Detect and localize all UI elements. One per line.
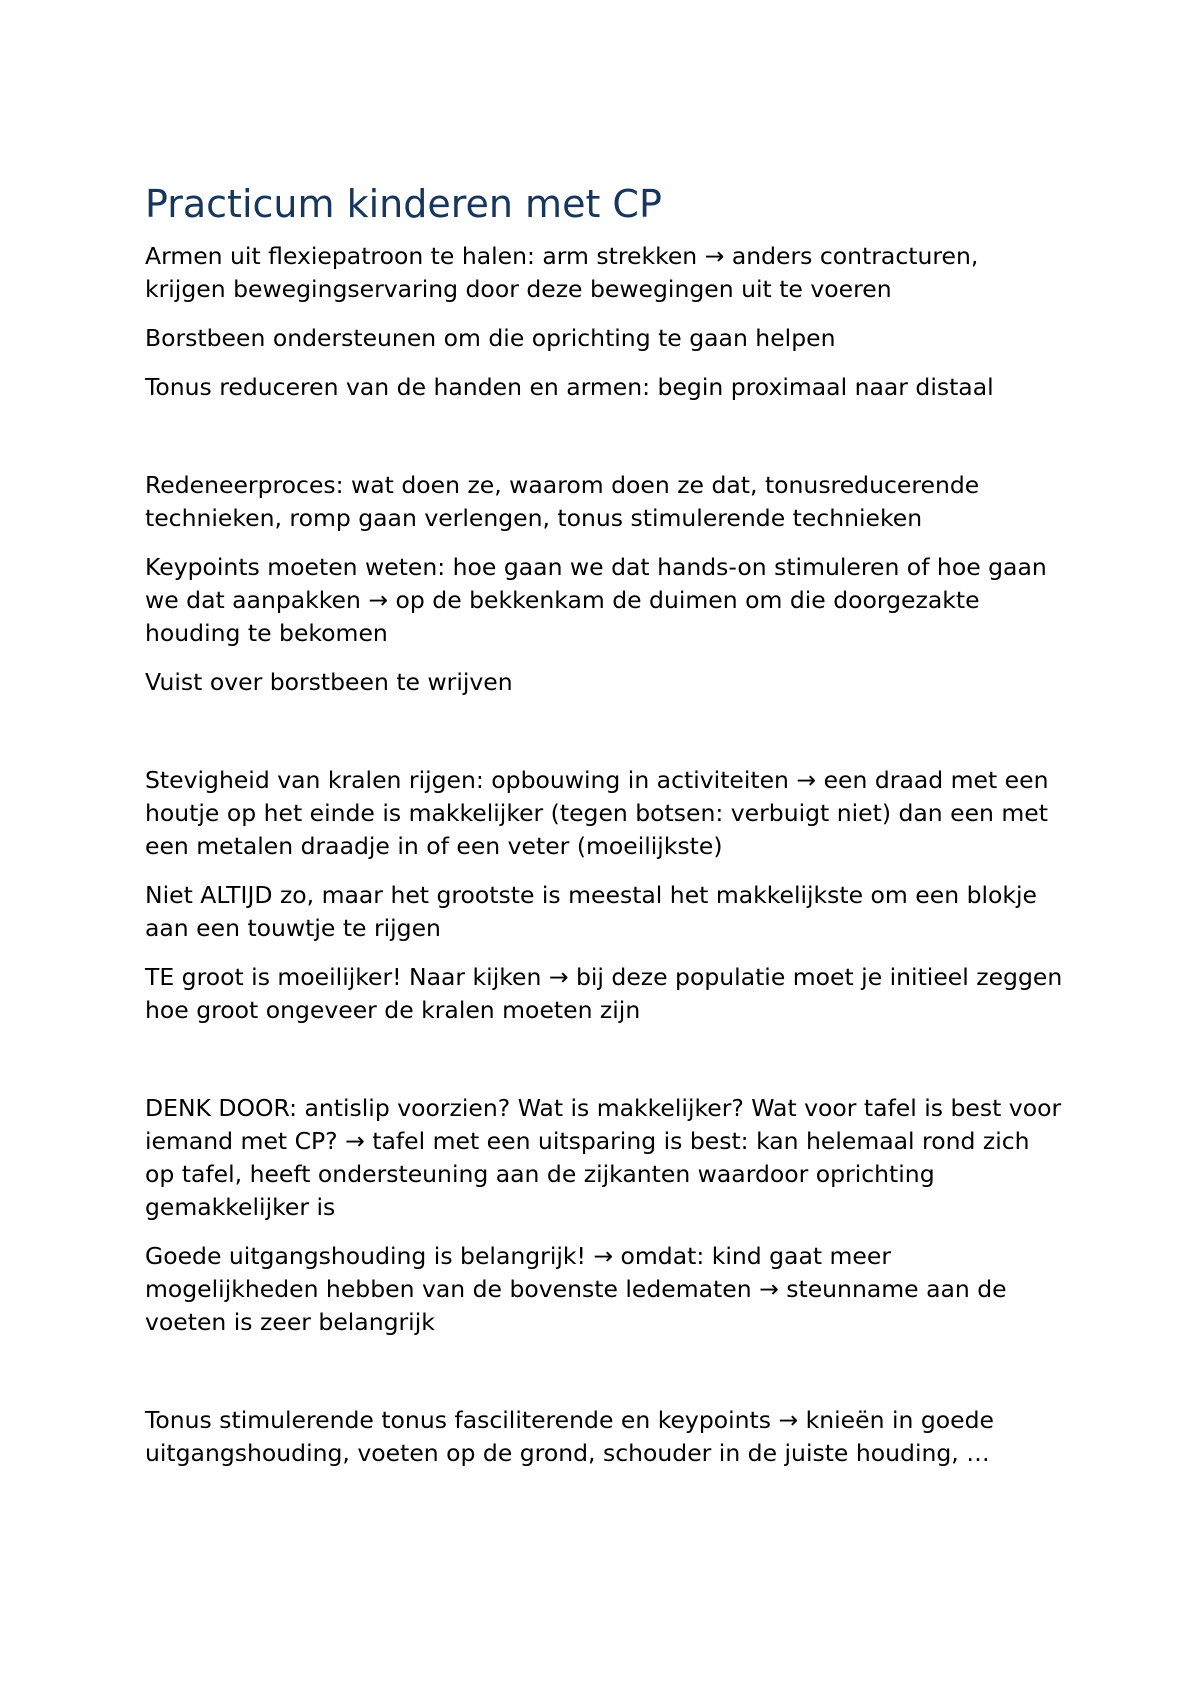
paragraph-redeneerproces: Redeneerproces: wat doen ze, waarom doen ze dat, tonusreducerende technieken, romp gaan verlengen, tonus stimulerende technieken bbox=[145, 471, 987, 532]
empty-paragraph bbox=[145, 1043, 1065, 1092]
paragraph-uitgangshouding: Goede uitgangshouding is belangrijk! → omdat: kind gaat meer mogelijkheden hebben van de bovenste ledematen → steunname aan de voeten is zeer belangrijk bbox=[145, 1242, 1015, 1336]
paragraph-borstbeen: Borstbeen ondersteunen om die oprichting te gaan helpen bbox=[145, 324, 836, 352]
empty-paragraph bbox=[145, 715, 1065, 764]
paragraph-denk-door: DENK DOOR: antislip voorzien? Wat is makkelijker? Wat voor tafel is best voor iemand met CP? → tafel met een uitsparing is best: kan helemaal rond zich op tafel, heeft ondersteuning aan de zijkanten waardoor oprichting gemakkelijker is bbox=[145, 1094, 1069, 1221]
empty-paragraph bbox=[145, 420, 1065, 469]
paragraph-vuist: Vuist over borstbeen te wrijven bbox=[145, 668, 513, 696]
empty-paragraph bbox=[145, 1355, 1065, 1404]
paragraph-keypoints: Keypoints moeten weten: hoe gaan we dat hands-on stimuleren of hoe gaan we dat aanpakken → op de bekkenkam de duimen om die doorgezakte houding te bekomen bbox=[145, 553, 1055, 647]
paragraph-armen: Armen uit flexiepatroon te halen: arm strekken → anders contracturen, krijgen bewegingservaring door deze bewegingen uit te voeren bbox=[145, 242, 986, 303]
document-title: Practicum kinderen met CP bbox=[145, 182, 662, 226]
paragraph-tonus-stimulerende: Tonus stimulerende tonus fasciliterende en keypoints → knieën in goede uitgangshouding, voeten op de grond, schouder in de juiste houding, … bbox=[145, 1406, 1002, 1467]
paragraph-te-groot: TE groot is moeilijker! Naar kijken → bij deze populatie moet je initieel zeggen hoe groot ongeveer de kralen moeten zijn bbox=[145, 963, 1070, 1024]
paragraph-niet-altijd: Niet ALTIJD zo, maar het grootste is meestal het makkelijkste om een blokje aan een touwtje te rijgen bbox=[145, 881, 1045, 942]
paragraph-stevigheid: Stevigheid van kralen rijgen: opbouwing in activiteiten → een draad met een houtje op het einde is makkelijker (tegen botsen: verbuigt niet) dan een met een metalen draadje in of een veter (moeilijkste) bbox=[145, 766, 1056, 860]
document-body bbox=[145, 178, 1070, 1486]
paragraph-tonus-reduceren: Tonus reduceren van de handen en armen: begin proximaal naar distaal bbox=[145, 373, 994, 401]
